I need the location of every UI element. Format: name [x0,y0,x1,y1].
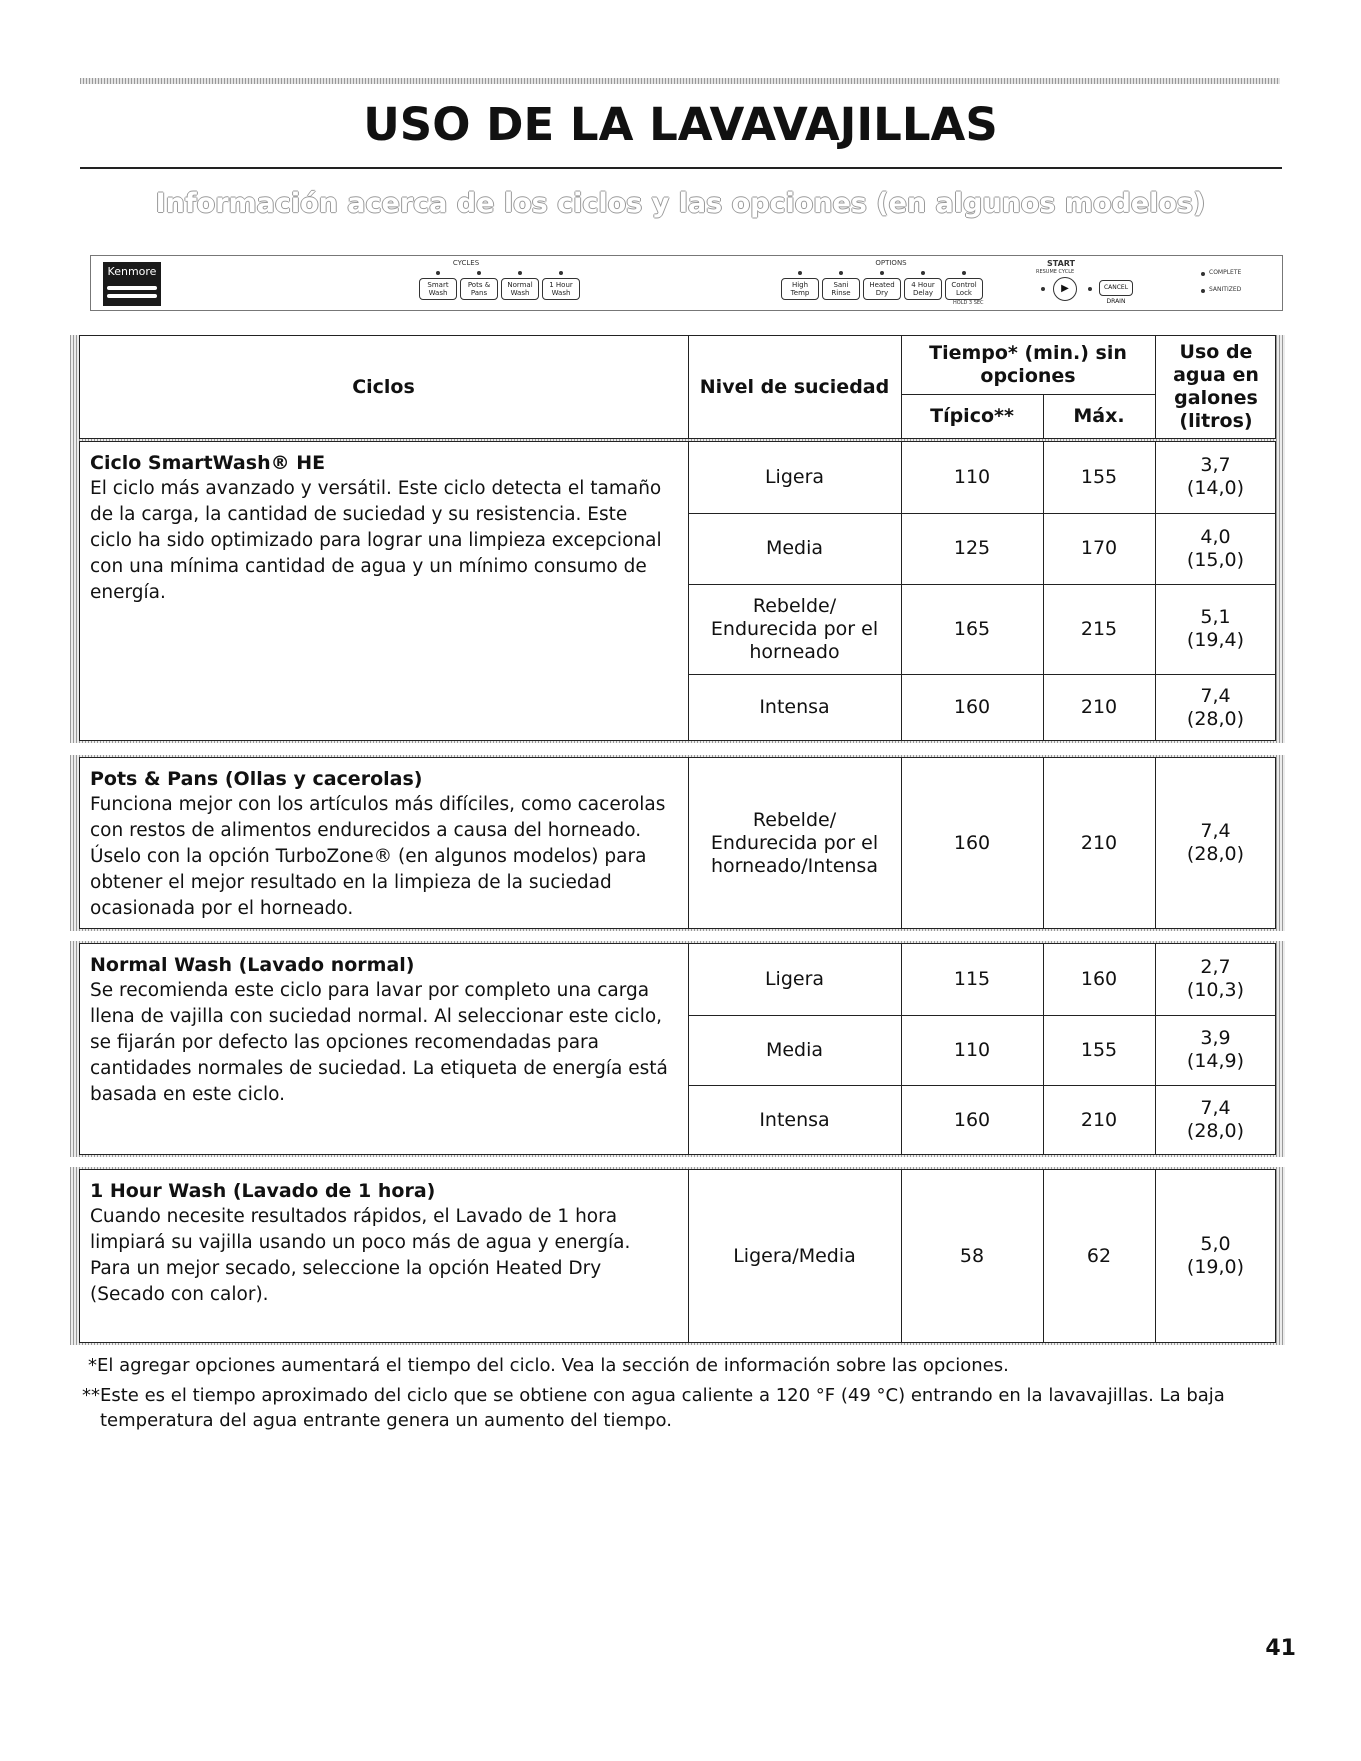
cell-tipico: 160 [953,831,991,854]
cell-agua-galones: 3,9 [1200,1027,1231,1049]
section-smartwash-name: Ciclo SmartWash® HE [90,452,326,474]
cell-max: 62 [1086,1244,1112,1267]
cell-tipico: 160 [953,1108,991,1131]
cell-agua [1155,1169,1276,1343]
option-button-4-hour-delay[interactable]: 4 Hour Delay [904,278,942,300]
cell-agua-galones: 5,1 [1200,606,1231,628]
cell-tipico: 110 [953,465,991,488]
cell-agua-litros: (15,0) [1186,548,1245,571]
cell-agua-litros: (19,0) [1186,1256,1245,1278]
sanitized-indicator-label: SANITIZED [1209,286,1242,293]
header-max: Máx. [1073,405,1125,427]
cell-max: 155 [1080,465,1118,488]
option-button-control-lock[interactable]: Control Lock [945,278,983,300]
cell-agua-litros: (14,0) [1186,477,1245,499]
cell-tipico: 165 [953,617,991,640]
option-buttons [781,278,986,300]
complete-indicator-dot [1201,272,1205,276]
cell-tipico: 110 [953,1038,991,1061]
cell-nivel: Intensa [759,1108,830,1131]
cell-agua-galones: 3,7 [1200,454,1231,476]
cell-tipico: 58 [959,1244,985,1267]
section-1-hour-wash-name: 1 Hour Wash (Lavado de 1 hora) [90,1180,436,1202]
cell-agua [1155,441,1276,513]
cell-agua-galones: 7,4 [1200,1097,1231,1119]
cell-max: 160 [1080,967,1118,990]
footnote-2: **Este es el tiempo aproximado del ciclo que se obtiene con agua caliente a 120 °F (49 °C) entrando en la lavavajillas. La baja temperatura del agua entrante genera un aumento del tiempo. [82,1385,1225,1431]
cell-max: 155 [1080,1038,1118,1061]
header-tipico: Típico** [930,405,1014,427]
cell-agua-galones: 2,7 [1200,956,1231,978]
cycle-buttons [419,278,583,300]
title-rule [80,167,1282,169]
page-number: 41 [1265,1636,1296,1661]
section-normal-wash-name: Normal Wash (Lavado normal) [90,954,415,976]
hold-label: HOLD 3 SEC [953,300,984,306]
logo-wave-icon [107,294,157,298]
footnote-1: *El agregar opciones aumentará el tiempo del ciclo. Vea la sección de información sobre las opciones. [88,1355,1009,1376]
cell-tipico: 125 [953,537,991,559]
section-smartwash-description [90,450,670,606]
brand-logo-text: Kenmore [107,265,157,278]
control-panel [90,255,1283,311]
brand-logo [103,262,161,306]
cell-agua-litros: (28,0) [1186,843,1245,865]
cell-nivel: Rebelde/ Endurecida por el horneado/Intensa [710,808,879,877]
cell-agua-galones: 4,0 [1200,525,1231,548]
section-pots-pans-text: Funciona mejor con los artículos más difíciles, como cacerolas con restos de alimentos endurecidos a causa del horneado. Úselo con la opción TurboZone® (en algunos modelos) para obtener el mejor resultado en la limpieza de la suciedad ocasionada por el horneado. [90,794,666,919]
cell-nivel: Rebelde/ Endurecida por el horneado [710,594,879,663]
cell-tipico: 160 [953,696,991,718]
section-pots-pans-name: Pots & Pans (Ollas y cacerolas) [90,768,423,790]
logo-wave-icon [107,286,157,290]
cell-agua [1155,513,1276,584]
cell-agua [1155,943,1276,1015]
cell-agua [1155,674,1276,741]
cell-max: 215 [1080,617,1118,640]
cell-nivel: Media [765,1038,824,1061]
start-button[interactable]: ▶ [1053,277,1077,301]
cell-max: 170 [1080,537,1118,559]
start-sub-label: RESUME CYCLE [1036,269,1075,275]
cell-agua-litros: (19,4) [1186,629,1245,651]
cell-agua-litros: (10,3) [1186,979,1245,1001]
header-nivel: Nivel de suciedad [699,375,890,398]
cell-nivel: Ligera/Media [733,1244,856,1267]
cycle-button-pots-pans[interactable]: Pots & Pans [460,278,498,300]
cell-agua-litros: (28,0) [1186,707,1245,730]
cell-agua [1155,1015,1276,1085]
cancel-drain-button[interactable]: CANCEL DRAIN [1099,280,1133,296]
cell-max: 210 [1080,831,1118,854]
section-smartwash-text: El ciclo más avanzado y versátil. Este ciclo detecta el tamaño de la carga, la cantidad de suciedad y su resistencia. Este ciclo ha sido optimizado para lograr una limpieza excepcional con una mínima cantidad de agua y un mínimo consumo de energía. [90,478,662,603]
top-hatched-bar [80,78,1280,84]
header-agua: Uso de agua en galones (litros) [1173,341,1259,432]
options-label: OPTIONS [875,259,907,267]
section-normal-wash-description [90,952,670,1108]
section-pots-pans-description [90,766,670,922]
cell-nivel: Media [765,537,824,559]
option-button-heated-dry[interactable]: Heated Dry [863,278,901,300]
cell-nivel: Intensa [759,696,830,718]
cell-agua [1155,1085,1276,1155]
cell-agua-galones: 7,4 [1200,820,1231,842]
cell-agua-litros: (28,0) [1186,1120,1245,1142]
header-ciclos: Ciclos [352,375,415,398]
cell-max: 210 [1080,1108,1118,1131]
section-1-hour-wash-text: Cuando necesite resultados rápidos, el Lavado de 1 hora limpiará su vajilla usando un poco más de agua y energía. Para un mejor secado, seleccione la opción Heated Dry (Secado con calor). [90,1206,631,1305]
cell-tipico: 115 [953,967,991,990]
start-indicator-dot [1041,287,1045,291]
cell-nivel: Ligera [764,967,825,990]
page-title: USO DE LA LAVAVAJILLAS [363,98,998,151]
cell-agua-litros: (14,9) [1186,1050,1245,1072]
section-normal-wash-text: Se recomienda este ciclo para lavar por completo una carga llena de vajilla con suciedad normal. Al seleccionar este ciclo, se fijarán por defecto las opciones recomendadas para cantidades normales de suciedad. La etiqueta de energía está basada en este ciclo. [90,980,668,1105]
section-1-hour-wash-description [90,1178,670,1308]
cycles-label: CYCLES [452,259,480,267]
cell-nivel: Ligera [764,465,825,488]
complete-indicator-label: COMPLETE [1209,269,1242,276]
cycle-button-normal-wash[interactable]: Normal Wash [501,278,539,300]
cell-max: 210 [1080,696,1118,718]
start-label: START [1046,259,1076,268]
cycle-button-1-hour-wash[interactable]: 1 Hour Wash [542,278,580,300]
col-divider [1155,335,1156,439]
cell-agua-galones: 7,4 [1200,684,1231,707]
cycle-button-smart-wash[interactable]: Smart Wash [419,278,457,300]
sanitized-indicator-dot [1201,289,1205,293]
cancel-indicator-dot [1088,287,1092,291]
page-subtitle: Información acerca de los ciclos y las opciones (en algunos modelos) [155,188,1206,219]
col-divider [688,757,689,929]
option-button-high-temp[interactable]: High Temp [781,278,819,300]
header-tiempo: Tiempo* (min.) sin opciones [929,342,1127,387]
option-button-sani-rinse[interactable]: Sani Rinse [822,278,860,300]
cell-agua-galones: 5,0 [1200,1233,1231,1255]
cell-agua [1155,584,1276,674]
cell-agua [1155,757,1276,929]
